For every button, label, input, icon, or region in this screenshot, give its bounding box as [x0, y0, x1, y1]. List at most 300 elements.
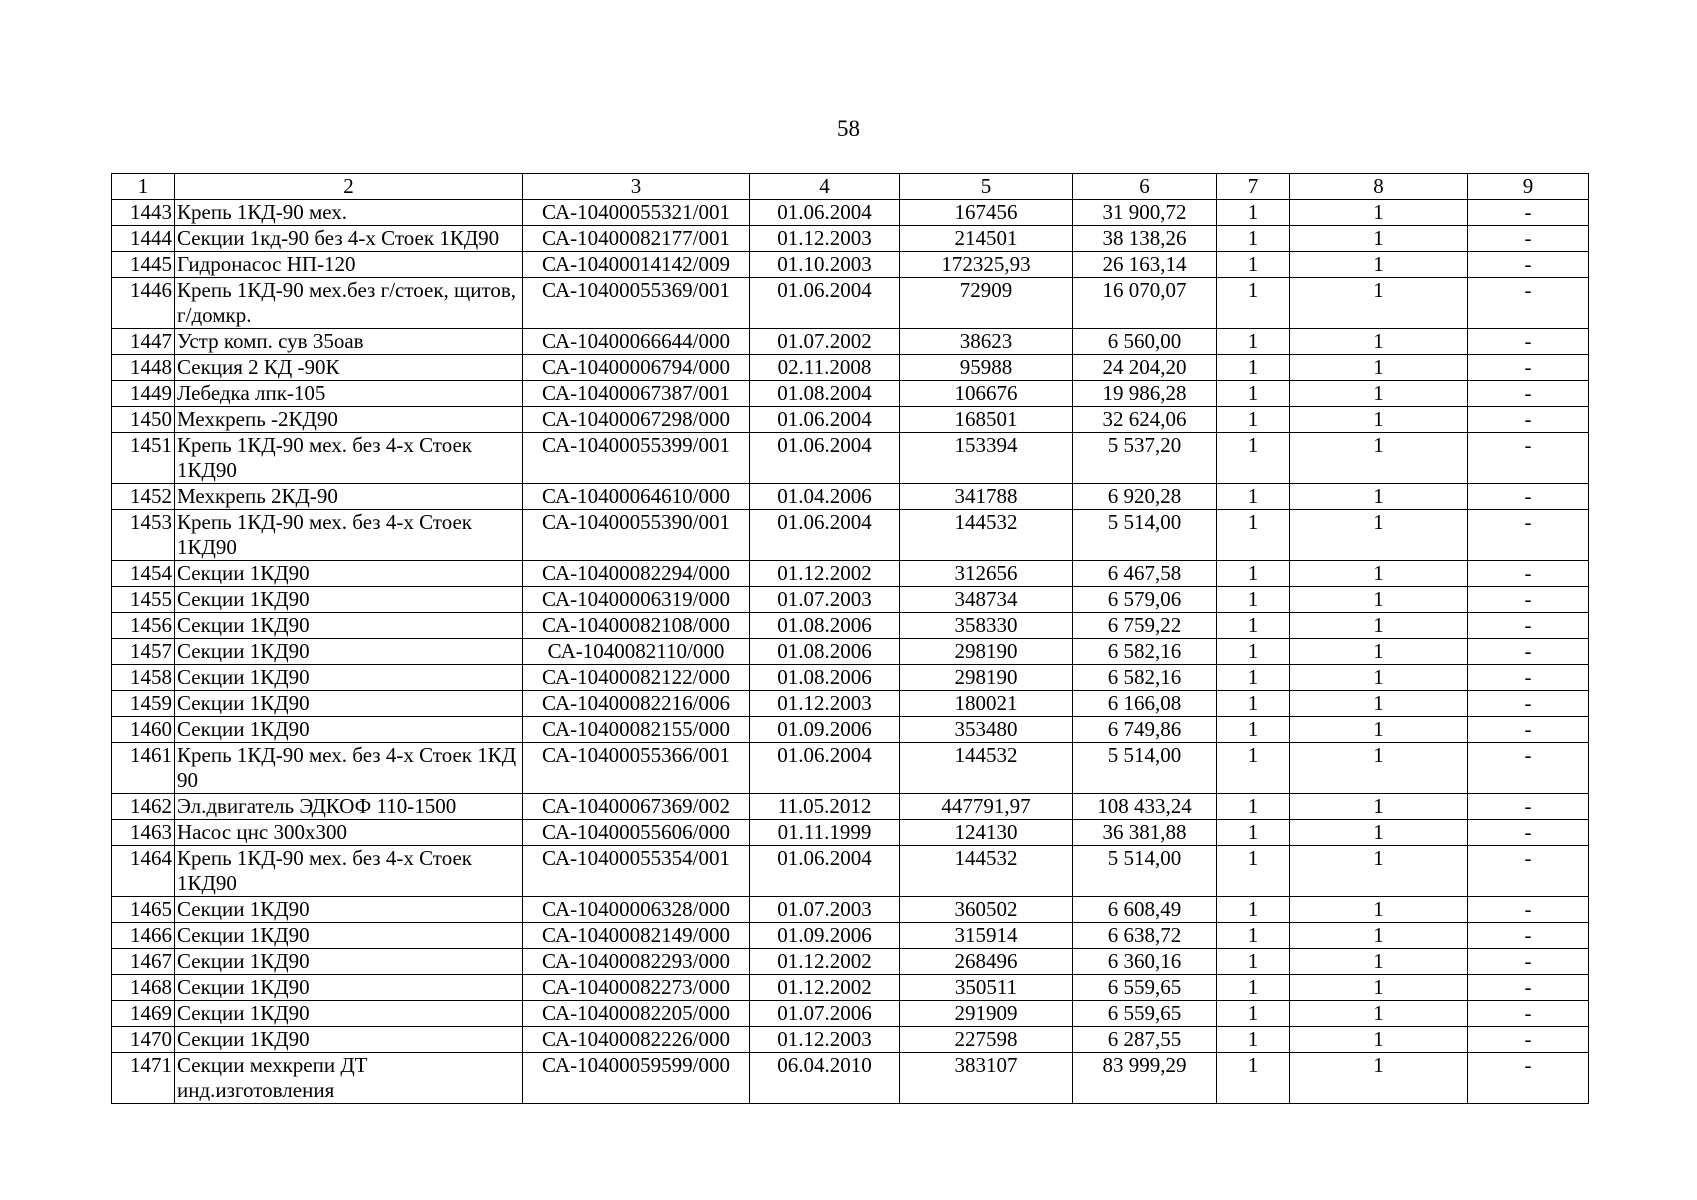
note: -: [1468, 484, 1589, 510]
table-row: [112, 510, 1589, 561]
column-header: 6: [1073, 174, 1217, 200]
quantity: 1: [1217, 639, 1290, 665]
item-name: Крепь 1КД-90 мех.: [175, 200, 523, 226]
initial-cost: 350511: [900, 975, 1073, 1001]
count: 1: [1290, 407, 1468, 433]
inventory-code: СА-10400082205/000: [523, 1001, 750, 1027]
residual-cost: 6 582,16: [1073, 665, 1217, 691]
table-row: [112, 639, 1589, 665]
row-number: 1460: [112, 717, 175, 743]
initial-cost: 168501: [900, 407, 1073, 433]
table-row: [112, 1053, 1589, 1104]
note: -: [1468, 639, 1589, 665]
table-row: [112, 743, 1589, 794]
inventory-code: СА-10400006319/000: [523, 587, 750, 613]
column-header: 8: [1290, 174, 1468, 200]
item-name: Секция 2 КД -90К: [175, 355, 523, 381]
residual-cost: 6 360,16: [1073, 949, 1217, 975]
item-name: Насос цнс 300х300: [175, 820, 523, 846]
note: -: [1468, 381, 1589, 407]
inventory-table: [111, 173, 1589, 1104]
date: 01.08.2006: [750, 665, 900, 691]
initial-cost: 298190: [900, 665, 1073, 691]
count: 1: [1290, 691, 1468, 717]
item-name: Секции 1КД90: [175, 897, 523, 923]
count: 1: [1290, 743, 1468, 794]
column-header: 9: [1468, 174, 1589, 200]
table-row: [112, 252, 1589, 278]
column-header: 7: [1217, 174, 1290, 200]
note: -: [1468, 278, 1589, 329]
row-number: 1465: [112, 897, 175, 923]
initial-cost: 291909: [900, 1001, 1073, 1027]
count: 1: [1290, 975, 1468, 1001]
row-number: 1446: [112, 278, 175, 329]
inventory-code: СА-10400059599/000: [523, 1053, 750, 1104]
initial-cost: 38623: [900, 329, 1073, 355]
row-number: 1470: [112, 1027, 175, 1053]
count: 1: [1290, 355, 1468, 381]
note: -: [1468, 510, 1589, 561]
inventory-code: СА-10400055369/001: [523, 278, 750, 329]
residual-cost: 108 433,24: [1073, 794, 1217, 820]
date: 01.07.2003: [750, 587, 900, 613]
note: -: [1468, 561, 1589, 587]
item-name: Секции 1КД90: [175, 613, 523, 639]
quantity: 1: [1217, 949, 1290, 975]
row-number: 1463: [112, 820, 175, 846]
note: -: [1468, 1027, 1589, 1053]
date: 01.08.2006: [750, 613, 900, 639]
note: -: [1468, 587, 1589, 613]
date: 01.12.2003: [750, 226, 900, 252]
date: 01.12.2002: [750, 975, 900, 1001]
column-header: 4: [750, 174, 900, 200]
row-number: 1448: [112, 355, 175, 381]
item-name: Секции 1КД90: [175, 587, 523, 613]
initial-cost: 144532: [900, 743, 1073, 794]
table-row: [112, 665, 1589, 691]
quantity: 1: [1217, 820, 1290, 846]
quantity: 1: [1217, 200, 1290, 226]
row-number: 1452: [112, 484, 175, 510]
date: 01.08.2006: [750, 639, 900, 665]
row-number: 1451: [112, 433, 175, 484]
initial-cost: 144532: [900, 510, 1073, 561]
quantity: 1: [1217, 1053, 1290, 1104]
date: 01.09.2006: [750, 717, 900, 743]
item-name: Секции 1КД90: [175, 975, 523, 1001]
initial-cost: 144532: [900, 846, 1073, 897]
table-row: [112, 226, 1589, 252]
table-row: [112, 561, 1589, 587]
initial-cost: 268496: [900, 949, 1073, 975]
item-name: Крепь 1КД-90 мех. без 4-х Стоек 1КД 90: [175, 743, 523, 794]
note: -: [1468, 407, 1589, 433]
table-row: [112, 923, 1589, 949]
column-header: 2: [175, 174, 523, 200]
table-row: [112, 717, 1589, 743]
row-number: 1464: [112, 846, 175, 897]
count: 1: [1290, 897, 1468, 923]
date: 01.10.2003: [750, 252, 900, 278]
note: -: [1468, 1053, 1589, 1104]
count: 1: [1290, 639, 1468, 665]
count: 1: [1290, 561, 1468, 587]
residual-cost: 6 560,00: [1073, 329, 1217, 355]
row-number: 1468: [112, 975, 175, 1001]
residual-cost: 5 514,00: [1073, 846, 1217, 897]
item-name: Крепь 1КД-90 мех. без 4-х Стоек 1КД90: [175, 510, 523, 561]
note: -: [1468, 1001, 1589, 1027]
inventory-code: СА-10400055366/001: [523, 743, 750, 794]
date: 01.06.2004: [750, 200, 900, 226]
residual-cost: 32 624,06: [1073, 407, 1217, 433]
note: -: [1468, 717, 1589, 743]
date: 01.12.2003: [750, 691, 900, 717]
initial-cost: 95988: [900, 355, 1073, 381]
table-row: [112, 329, 1589, 355]
note: -: [1468, 846, 1589, 897]
item-name: Мехкрепь 2КД-90: [175, 484, 523, 510]
date: 01.06.2004: [750, 846, 900, 897]
initial-cost: 227598: [900, 1027, 1073, 1053]
quantity: 1: [1217, 613, 1290, 639]
count: 1: [1290, 1001, 1468, 1027]
count: 1: [1290, 1027, 1468, 1053]
table-row: [112, 691, 1589, 717]
date: 01.06.2004: [750, 743, 900, 794]
table-row: [112, 897, 1589, 923]
quantity: 1: [1217, 975, 1290, 1001]
date: 06.04.2010: [750, 1053, 900, 1104]
quantity: 1: [1217, 923, 1290, 949]
inventory-code: СА-10400082226/000: [523, 1027, 750, 1053]
initial-cost: 180021: [900, 691, 1073, 717]
note: -: [1468, 613, 1589, 639]
date: 01.06.2004: [750, 407, 900, 433]
date: 01.06.2004: [750, 278, 900, 329]
table-row: [112, 975, 1589, 1001]
quantity: 1: [1217, 691, 1290, 717]
row-number: 1461: [112, 743, 175, 794]
count: 1: [1290, 613, 1468, 639]
row-number: 1447: [112, 329, 175, 355]
initial-cost: 341788: [900, 484, 1073, 510]
residual-cost: 31 900,72: [1073, 200, 1217, 226]
residual-cost: 6 638,72: [1073, 923, 1217, 949]
quantity: 1: [1217, 665, 1290, 691]
quantity: 1: [1217, 846, 1290, 897]
date: 01.12.2003: [750, 1027, 900, 1053]
quantity: 1: [1217, 278, 1290, 329]
date: 02.11.2008: [750, 355, 900, 381]
initial-cost: 298190: [900, 639, 1073, 665]
note: -: [1468, 252, 1589, 278]
date: 01.08.2004: [750, 381, 900, 407]
item-name: Секции 1КД90: [175, 1001, 523, 1027]
inventory-code: СА-10400082122/000: [523, 665, 750, 691]
count: 1: [1290, 846, 1468, 897]
note: -: [1468, 226, 1589, 252]
initial-cost: 214501: [900, 226, 1073, 252]
inventory-code: СА-10400067369/002: [523, 794, 750, 820]
quantity: 1: [1217, 897, 1290, 923]
residual-cost: 6 920,28: [1073, 484, 1217, 510]
table-row: [112, 381, 1589, 407]
residual-cost: 6 166,08: [1073, 691, 1217, 717]
note: -: [1468, 355, 1589, 381]
note: -: [1468, 975, 1589, 1001]
inventory-code: СА-10400082294/000: [523, 561, 750, 587]
residual-cost: 5 537,20: [1073, 433, 1217, 484]
inventory-code: СА-10400064610/000: [523, 484, 750, 510]
column-header: 3: [523, 174, 750, 200]
initial-cost: 124130: [900, 820, 1073, 846]
item-name: Устр комп. сув 35оав: [175, 329, 523, 355]
date: 01.09.2006: [750, 923, 900, 949]
table-row: [112, 355, 1589, 381]
initial-cost: 348734: [900, 587, 1073, 613]
inventory-code: СА-10400082293/000: [523, 949, 750, 975]
residual-cost: 24 204,20: [1073, 355, 1217, 381]
residual-cost: 26 163,14: [1073, 252, 1217, 278]
residual-cost: 6 559,65: [1073, 1001, 1217, 1027]
residual-cost: 6 759,22: [1073, 613, 1217, 639]
inventory-code: СА-10400055606/000: [523, 820, 750, 846]
inventory-code: СА-10400055390/001: [523, 510, 750, 561]
initial-cost: 383107: [900, 1053, 1073, 1104]
item-name: Секции 1КД90: [175, 1027, 523, 1053]
inventory-code: СА-10400067387/001: [523, 381, 750, 407]
quantity: 1: [1217, 407, 1290, 433]
row-number: 1450: [112, 407, 175, 433]
inventory-code: СА-10400082216/006: [523, 691, 750, 717]
row-number: 1445: [112, 252, 175, 278]
note: -: [1468, 433, 1589, 484]
row-number: 1458: [112, 665, 175, 691]
page-number: 58: [837, 116, 860, 141]
row-number: 1459: [112, 691, 175, 717]
date: 01.07.2003: [750, 897, 900, 923]
count: 1: [1290, 381, 1468, 407]
quantity: 1: [1217, 226, 1290, 252]
item-name: Секции 1КД90: [175, 665, 523, 691]
note: -: [1468, 743, 1589, 794]
quantity: 1: [1217, 484, 1290, 510]
initial-cost: 360502: [900, 897, 1073, 923]
item-name: Секции 1КД90: [175, 923, 523, 949]
initial-cost: 153394: [900, 433, 1073, 484]
item-name: Крепь 1КД-90 мех. без 4-х Стоек 1КД90: [175, 433, 523, 484]
quantity: 1: [1217, 252, 1290, 278]
row-number: 1462: [112, 794, 175, 820]
table-row: [112, 433, 1589, 484]
count: 1: [1290, 329, 1468, 355]
table-row: [112, 200, 1589, 226]
table-row: [112, 484, 1589, 510]
residual-cost: 6 287,55: [1073, 1027, 1217, 1053]
residual-cost: 6 579,06: [1073, 587, 1217, 613]
inventory-code: СА-10400055354/001: [523, 846, 750, 897]
date: 01.06.2004: [750, 510, 900, 561]
count: 1: [1290, 278, 1468, 329]
inventory-code: СА-10400082108/000: [523, 613, 750, 639]
inventory-code: СА-10400082273/000: [523, 975, 750, 1001]
inventory-code: СА-10400055399/001: [523, 433, 750, 484]
table-row: [112, 587, 1589, 613]
date: 01.12.2002: [750, 949, 900, 975]
residual-cost: 6 559,65: [1073, 975, 1217, 1001]
date: 01.06.2004: [750, 433, 900, 484]
item-name: Секции 1кд-90 без 4-х Стоек 1КД90: [175, 226, 523, 252]
row-number: 1455: [112, 587, 175, 613]
table-row: [112, 1001, 1589, 1027]
item-name: Лебедка лпк-105: [175, 381, 523, 407]
item-name: Крепь 1КД-90 мех.без г/стоек, щитов, г/домкр.: [175, 278, 523, 329]
initial-cost: 172325,93: [900, 252, 1073, 278]
row-number: 1457: [112, 639, 175, 665]
item-name: Секции мехкрепи ДТ инд.изготовления: [175, 1053, 523, 1104]
inventory-code: СА-10400066644/000: [523, 329, 750, 355]
date: 01.07.2006: [750, 1001, 900, 1027]
row-number: 1449: [112, 381, 175, 407]
column-header: 5: [900, 174, 1073, 200]
quantity: 1: [1217, 381, 1290, 407]
item-name: Эл.двигатель ЭДКОФ 110-1500: [175, 794, 523, 820]
inventory-code: СА-10400067298/000: [523, 407, 750, 433]
column-header: 1: [112, 174, 175, 200]
count: 1: [1290, 820, 1468, 846]
row-number: 1444: [112, 226, 175, 252]
residual-cost: 38 138,26: [1073, 226, 1217, 252]
inventory-code: СА-10400082155/000: [523, 717, 750, 743]
quantity: 1: [1217, 1027, 1290, 1053]
count: 1: [1290, 510, 1468, 561]
count: 1: [1290, 484, 1468, 510]
item-name: Крепь 1КД-90 мех. без 4-х Стоек 1КД90: [175, 846, 523, 897]
quantity: 1: [1217, 561, 1290, 587]
quantity: 1: [1217, 355, 1290, 381]
table-row: [112, 820, 1589, 846]
table-row: [112, 1027, 1589, 1053]
inventory-code: СА-10400006328/000: [523, 897, 750, 923]
table-row: [112, 613, 1589, 639]
quantity: 1: [1217, 587, 1290, 613]
table-row: [112, 407, 1589, 433]
note: -: [1468, 923, 1589, 949]
item-name: Секции 1КД90: [175, 717, 523, 743]
initial-cost: 72909: [900, 278, 1073, 329]
table-row: [112, 278, 1589, 329]
residual-cost: 5 514,00: [1073, 743, 1217, 794]
inventory-code: СА-10400082177/001: [523, 226, 750, 252]
count: 1: [1290, 949, 1468, 975]
initial-cost: 358330: [900, 613, 1073, 639]
residual-cost: 6 749,86: [1073, 717, 1217, 743]
residual-cost: 6 582,16: [1073, 639, 1217, 665]
row-number: 1456: [112, 613, 175, 639]
count: 1: [1290, 923, 1468, 949]
table-row: [112, 949, 1589, 975]
count: 1: [1290, 226, 1468, 252]
quantity: 1: [1217, 329, 1290, 355]
table-row: [112, 846, 1589, 897]
inventory-code: СА-10400055321/001: [523, 200, 750, 226]
row-number: 1466: [112, 923, 175, 949]
header-row: [112, 174, 1589, 200]
initial-cost: 447791,97: [900, 794, 1073, 820]
quantity: 1: [1217, 510, 1290, 561]
residual-cost: 16 070,07: [1073, 278, 1217, 329]
residual-cost: 5 514,00: [1073, 510, 1217, 561]
item-name: Гидронасос НП-120: [175, 252, 523, 278]
initial-cost: 106676: [900, 381, 1073, 407]
note: -: [1468, 200, 1589, 226]
date: 01.12.2002: [750, 561, 900, 587]
note: -: [1468, 665, 1589, 691]
date: 01.11.1999: [750, 820, 900, 846]
residual-cost: 36 381,88: [1073, 820, 1217, 846]
quantity: 1: [1217, 743, 1290, 794]
count: 1: [1290, 200, 1468, 226]
count: 1: [1290, 252, 1468, 278]
note: -: [1468, 794, 1589, 820]
note: -: [1468, 691, 1589, 717]
table-row: [112, 794, 1589, 820]
initial-cost: 167456: [900, 200, 1073, 226]
residual-cost: 19 986,28: [1073, 381, 1217, 407]
quantity: 1: [1217, 1001, 1290, 1027]
residual-cost: 6 467,58: [1073, 561, 1217, 587]
note: -: [1468, 897, 1589, 923]
note: -: [1468, 949, 1589, 975]
item-name: Секции 1КД90: [175, 691, 523, 717]
item-name: Секции 1КД90: [175, 639, 523, 665]
count: 1: [1290, 433, 1468, 484]
row-number: 1453: [112, 510, 175, 561]
row-number: 1443: [112, 200, 175, 226]
quantity: 1: [1217, 794, 1290, 820]
initial-cost: 353480: [900, 717, 1073, 743]
row-number: 1469: [112, 1001, 175, 1027]
inventory-code: СА-10400014142/009: [523, 252, 750, 278]
quantity: 1: [1217, 433, 1290, 484]
inventory-code: СА-10400082149/000: [523, 923, 750, 949]
count: 1: [1290, 665, 1468, 691]
quantity: 1: [1217, 717, 1290, 743]
count: 1: [1290, 1053, 1468, 1104]
note: -: [1468, 820, 1589, 846]
date: 01.04.2006: [750, 484, 900, 510]
date: 01.07.2002: [750, 329, 900, 355]
inventory-code: СА-1040082110/000: [523, 639, 750, 665]
count: 1: [1290, 587, 1468, 613]
item-name: Секции 1КД90: [175, 949, 523, 975]
initial-cost: 315914: [900, 923, 1073, 949]
initial-cost: 312656: [900, 561, 1073, 587]
inventory-code: СА-10400006794/000: [523, 355, 750, 381]
item-name: Секции 1КД90: [175, 561, 523, 587]
row-number: 1467: [112, 949, 175, 975]
residual-cost: 83 999,29: [1073, 1053, 1217, 1104]
residual-cost: 6 608,49: [1073, 897, 1217, 923]
note: -: [1468, 329, 1589, 355]
item-name: Мехкрепь -2КД90: [175, 407, 523, 433]
row-number: 1471: [112, 1053, 175, 1104]
row-number: 1454: [112, 561, 175, 587]
count: 1: [1290, 717, 1468, 743]
